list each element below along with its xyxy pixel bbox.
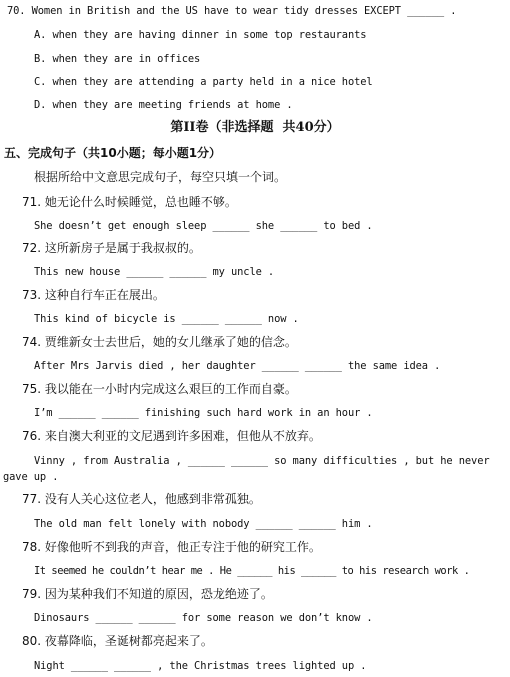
item-76-sentence[interactable]: Vinny , from Australia , ______ ______ so many difficulties , but he never (34, 455, 490, 467)
item-71-sentence[interactable]: She doesn’t get enough sleep ______ she ______ to bed . (34, 220, 373, 232)
item-72-chinese: 72. 这所新房子是属于我叔叔的。 (22, 241, 201, 255)
item-79-sentence[interactable]: Dinosaurs ______ ______ for some reason we don’t know . (34, 612, 373, 624)
section-heading: 五、完成句子（共10小题；每小题1分） (4, 146, 222, 160)
q70-stem: 70. Women in British and the US have to wear tidy dresses EXCEPT ______ . (7, 5, 457, 17)
item-80-chinese: 80. 夜幕降临，圣诞树都亮起来了。 (22, 634, 213, 648)
item-78-sentence[interactable]: It seemed he couldn’t hear me . He ______ his ______ to his research work . (34, 565, 470, 577)
item-79-chinese: 79. 因为某种我们不知道的原因，恐龙绝迹了。 (22, 587, 273, 601)
item-73-chinese: 73. 这种自行车正在展出。 (22, 288, 165, 302)
item-75-sentence[interactable]: I’m ______ ______ finishing such hard work in an hour . (34, 407, 373, 419)
item-76-chinese: 76. 来自澳大利亚的文尼遇到许多困难，但他从不放弃。 (22, 429, 321, 443)
item-73-sentence[interactable]: This kind of bicycle is ______ ______ now . (34, 313, 299, 325)
item-74-chinese: 74. 贾维新女士去世后，她的女儿继承了她的信念。 (22, 335, 297, 349)
item-74-sentence[interactable]: After Mrs Jarvis died , her daughter ______ ______ the same idea . (34, 360, 441, 372)
q70-option-a[interactable]: A. when they are having dinner in some top restaurants (34, 29, 367, 41)
q70-option-c[interactable]: C. when they are attending a party held in a nice hotel (34, 76, 373, 88)
item-77-sentence[interactable]: The old man felt lonely with nobody ______ ______ him . (34, 518, 373, 530)
item-80-sentence[interactable]: Night ______ ______ , the Christmas trees lighted up . (34, 660, 367, 672)
item-78-chinese: 78. 好像他听不到我的声音，他正专注于他的研究工作。 (22, 540, 321, 554)
item-76-sentence-continued: gave up . (3, 471, 59, 483)
item-75-chinese: 75. 我以能在一小时内完成这么艰巨的工作而自豪。 (22, 382, 297, 396)
item-77-chinese: 77. 没有人关心这位老人，他感到非常孤独。 (22, 492, 261, 506)
part-title: 第II卷（非选择题 共40分） (170, 120, 340, 135)
item-71-chinese: 71. 她无论什么时候睡觉，总也睡不够。 (22, 195, 237, 209)
item-72-sentence[interactable]: This new house ______ ______ my uncle . (34, 266, 275, 278)
section-instruction: 根据所给中文意思完成句子，每空只填一个词。 (34, 170, 287, 184)
q70-option-d[interactable]: D. when they are meeting friends at home . (34, 99, 293, 111)
q70-option-b[interactable]: B. when they are in offices (34, 53, 201, 65)
